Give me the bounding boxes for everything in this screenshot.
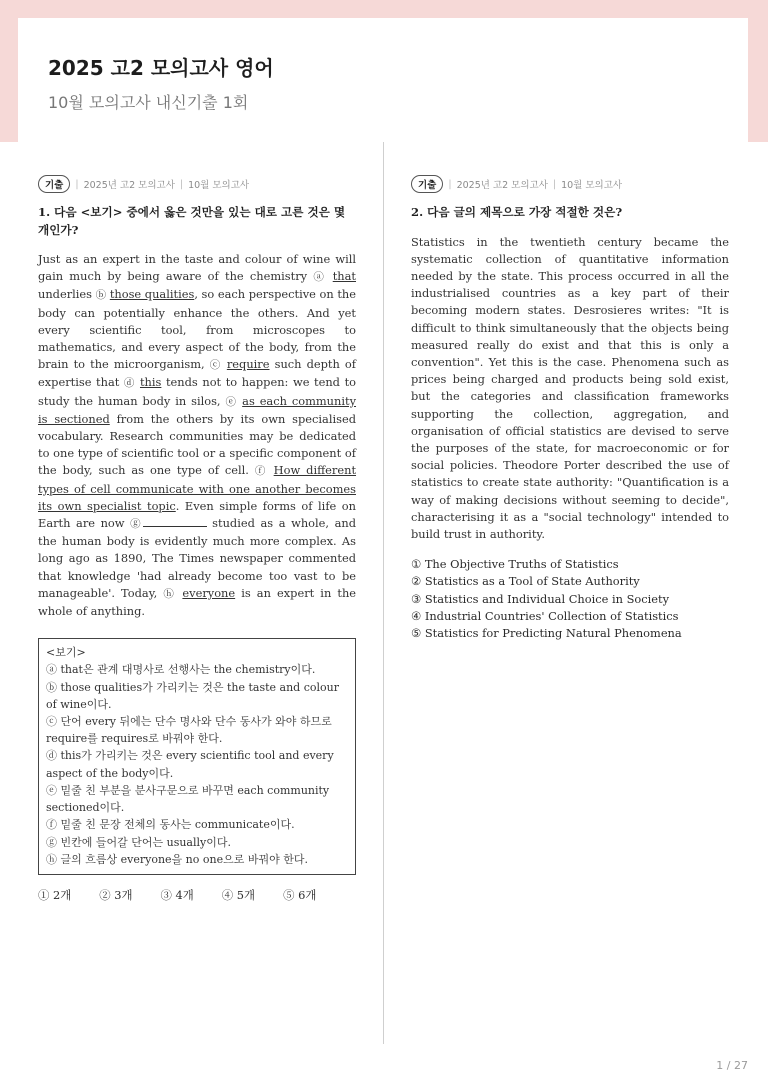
page-number: 1 / 27 xyxy=(716,1059,748,1072)
underline-h: everyone xyxy=(182,585,236,600)
bogi-item-c: ⓒ 단어 every 뒤에는 단수 명사와 단수 동사가 와야 하므로 require를 requires로 바꿔야 한다. xyxy=(46,715,332,746)
bogi-title: <보기> xyxy=(46,646,86,660)
q2-source-month: 10월 모의고사 xyxy=(561,180,623,191)
q2-passage: Statistics in the twentieth century became the systematic collection of quantitative information needed by the state. This process occurred in all the industrialised countries as a key part of their becoming modern states. Desrosieres writes: "It is difficult to think simultaneously that the objects being measured really do exist and that this is only a convention". Yet this is the case. Phenomena such as prices being charged and products being sold exist, but the categories and classification frameworks supporting the collection, aggregation, and organisation of official statistics are devised to serve the purposes of the state, for macroeconomic or for social policies. Theodore Porter described the use of statistics to create state authority: "Quantification is a way of making decisions without seeming to decide", characterising it as a "social technology" intended to build trust in authority. xyxy=(411,234,729,541)
separator: | xyxy=(179,178,184,190)
q1-choice-4[interactable]: ④ 5개 xyxy=(221,887,256,902)
bogi-item-g: ⓖ 빈칸에 들어갈 단어는 usually이다. xyxy=(46,835,231,849)
marker-c: ⓒ xyxy=(209,359,222,372)
bogi-item-a: ⓐ that은 관계 대명사로 선행사는 the chemistry이다. xyxy=(46,663,316,677)
marker-a: ⓐ xyxy=(313,271,327,284)
underline-d: this xyxy=(139,375,162,390)
passage-text: such depth of expertise that xyxy=(38,357,357,390)
separator: | xyxy=(448,178,452,190)
question-1 xyxy=(38,175,356,903)
q2-choice-3[interactable]: ③ Statistics and Individual Choice in Society xyxy=(411,591,670,606)
q2-source-line xyxy=(411,175,729,193)
question-2 xyxy=(411,175,729,642)
blank-g xyxy=(143,516,207,527)
q1-source-year: 2025년 고2 모의고사 xyxy=(83,180,175,191)
marker-f: ⓕ xyxy=(254,465,268,478)
page-title: 2025 고2 모의고사 영어 xyxy=(48,56,274,80)
q2-choice-2[interactable]: ② Statistics as a Tool of State Authority xyxy=(411,574,640,589)
passage-text: Just as an expert in the taste and colour of wine will gain much by being aware of the chemistry xyxy=(38,252,356,284)
q1-passage xyxy=(38,251,356,620)
underline-c: require xyxy=(226,357,270,372)
passage-text: , so each perspective on the body can potentially enhance the others. And yet every scientific tool, from microscopes to mathematics, and every aspect of the body, from the brain to the microorganism, xyxy=(38,287,357,372)
bogi-item-b: ⓑ those qualities가 가리키는 것은 the taste and colour of wine이다. xyxy=(46,680,339,711)
q2-choice-5[interactable]: ⑤ Statistics for Predicting Natural Phenomena xyxy=(411,625,682,640)
column-divider xyxy=(383,142,384,1044)
q1-choice-5[interactable]: ⑤ 6개 xyxy=(283,887,317,902)
marker-h: ⓗ xyxy=(163,587,177,600)
underline-a: that xyxy=(332,269,357,284)
passage-text: studied as a whole, and the human body is evidently much more complex. As long ago as 1890, The Times newspaper commented that knowledge 'had already become too vast to be manageable'. Today, xyxy=(38,516,357,600)
underline-e: as each community is sectioned xyxy=(38,393,357,426)
q1-choice-2[interactable]: ② 3개 xyxy=(99,887,133,902)
q2-tag-badge: 기출 xyxy=(411,175,443,193)
marker-g: ⓖ xyxy=(130,518,143,531)
q1-source-line xyxy=(38,175,356,193)
header-card xyxy=(18,18,748,142)
q2-choice-4[interactable]: ④ Industrial Countries' Collection of Statistics xyxy=(411,608,679,623)
passage-text: is an expert in the whole of anything. xyxy=(38,585,357,619)
page-subtitle: 10월 모의고사 내신기출 1회 xyxy=(48,93,249,112)
q2-title: 2. 다음 글의 제목으로 가장 적절한 것은? xyxy=(411,205,623,219)
q1-choice-3[interactable]: ③ 4개 xyxy=(160,887,194,902)
q1-choices xyxy=(38,887,356,903)
q2-source-year: 2025년 고2 모의고사 xyxy=(456,180,548,191)
q2-choice-1[interactable]: ① The Objective Truths of Statistics xyxy=(411,557,619,572)
q1-tag-badge: 기출 xyxy=(38,175,70,193)
underline-f: How different types of cell communicate with one another becomes its own specialist topic xyxy=(38,463,357,513)
q1-source-month: 10월 모의고사 xyxy=(188,180,250,191)
q1-title: 1. 다음 <보기> 중에서 옳은 것만을 있는 대로 고른 것은 몇 개인가? xyxy=(38,205,346,237)
bogi-item-e: ⓔ 밑줄 친 부분을 분사구문으로 바꾸면 each community sectioned이다. xyxy=(46,783,330,815)
bogi-item-f: ⓕ 밑줄 친 문장 전체의 동사는 communicate이다. xyxy=(46,818,295,832)
q1-bogi-box xyxy=(38,638,356,875)
q1-choice-1[interactable]: ① 2개 xyxy=(38,887,72,902)
separator: | xyxy=(552,178,557,190)
marker-d: ⓓ xyxy=(123,377,136,390)
passage-text: underlies xyxy=(38,287,96,302)
underline-b: those qualities xyxy=(109,287,195,302)
bogi-item-h: ⓗ 글의 흐름상 everyone을 no one으로 바꿔야 한다. xyxy=(46,852,308,866)
passage-text: . Even simple forms of life on Earth are now xyxy=(38,498,356,531)
marker-e: ⓔ xyxy=(225,395,238,408)
q2-choices xyxy=(411,556,729,642)
passage-text: from the others by its own specialised vocabulary. Research communities may be dedicated to one type of scientific tool or a specific component of the body, such as one type of cell. xyxy=(38,411,356,478)
bogi-item-d: ⓓ this가 가리키는 것은 every scientific tool and every aspect of the body이다. xyxy=(46,749,334,780)
marker-b: ⓑ xyxy=(95,289,107,302)
separator: | xyxy=(75,178,79,190)
passage-text: tends not to happen: we tend to study the human body in silos, xyxy=(38,375,357,408)
